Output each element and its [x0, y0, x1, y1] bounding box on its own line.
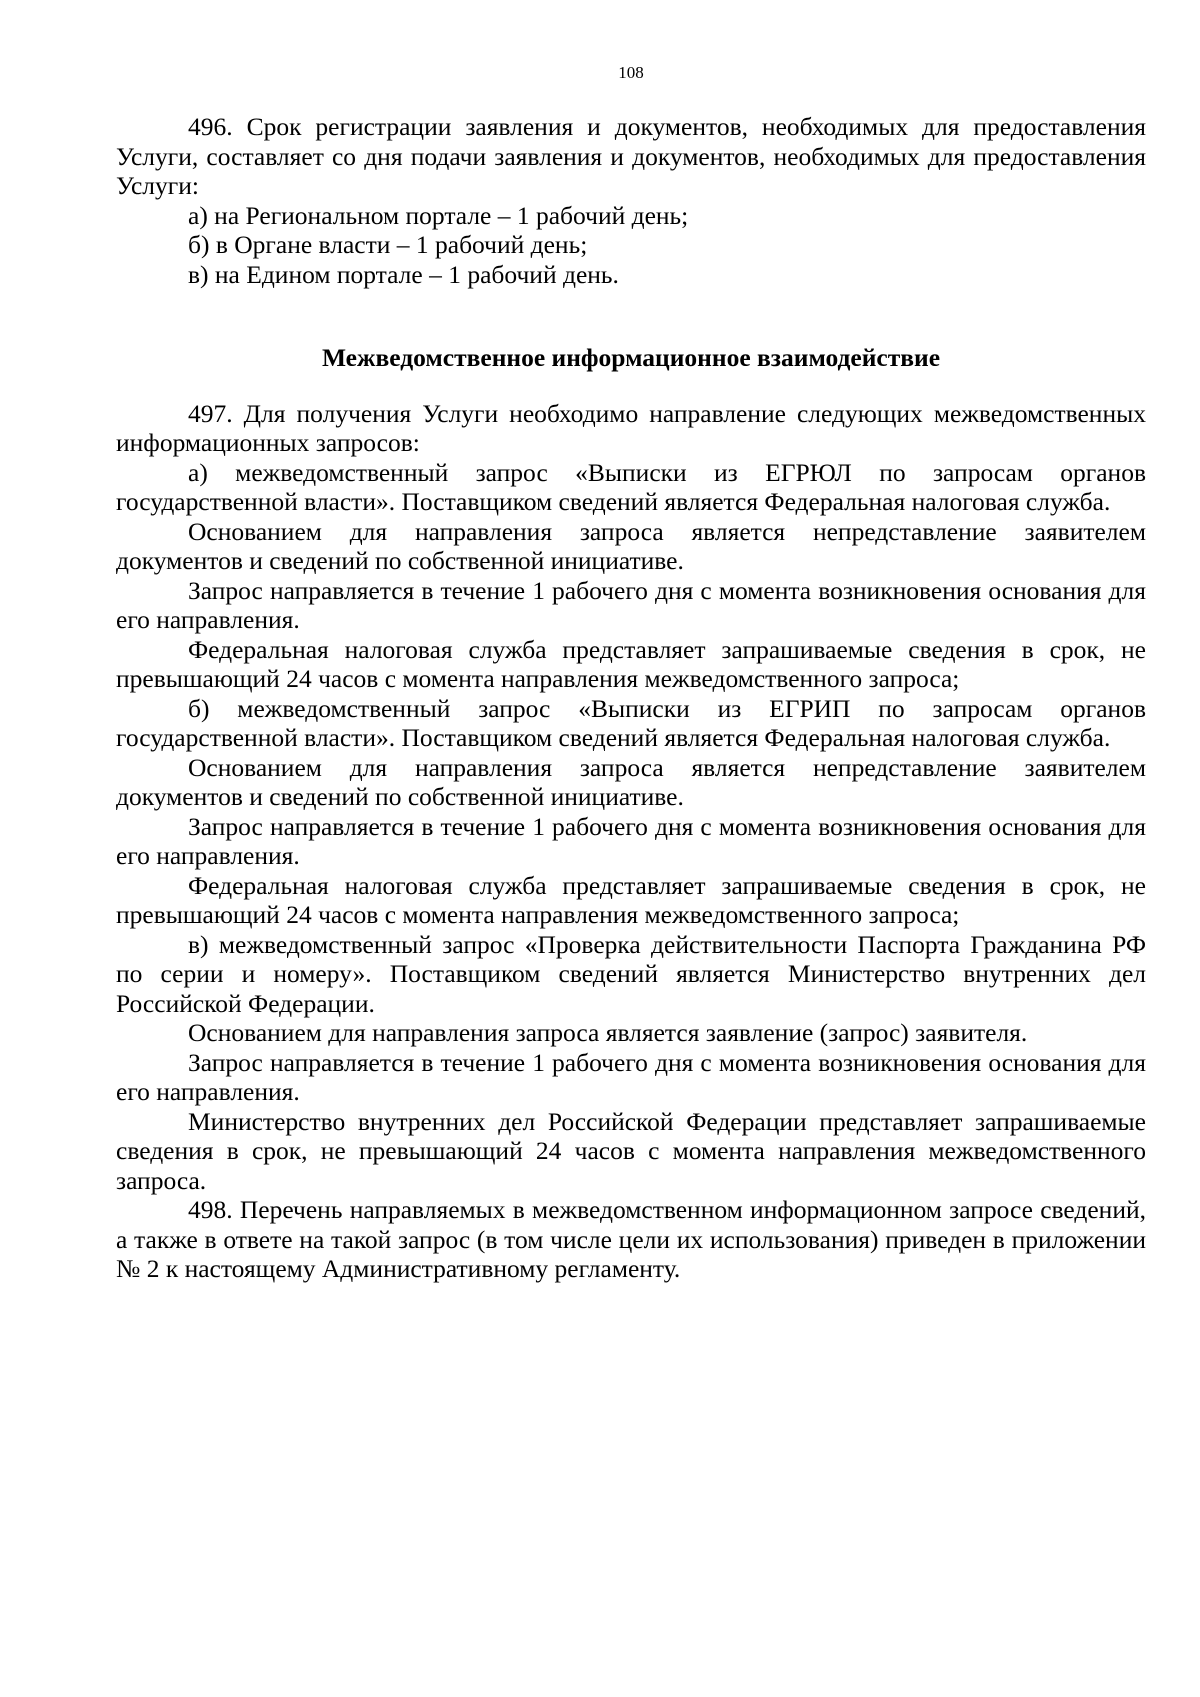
paragraph-497-b-request: б) межведомственный запрос «Выписки из ЕГРИП по запросам органов государственной власти». Поставщиком сведений является Федеральная налоговая служба.	[116, 693, 1146, 752]
paragraph-497-intro: 497. Для получения Услуги необходимо направление следующих межведомственных информационных запросов:	[116, 398, 1146, 457]
paragraph-497-c-timing: Запрос направляется в течение 1 рабочего дня с момента возникновения основания для его направления.	[116, 1047, 1146, 1106]
paragraph-497-a-request: а) межведомственный запрос «Выписки из ЕГРЮЛ по запросам органов государственной власти». Поставщиком сведений является Федеральная налоговая служба.	[116, 457, 1146, 516]
list-item: б) в Органе власти – 1 рабочий день;	[188, 230, 588, 259]
paragraph-497-c-basis: Основанием для направления запроса является заявление (запрос) заявителя.	[188, 1018, 1028, 1047]
paragraph-497-b-timing: Запрос направляется в течение 1 рабочего дня с момента возникновения основания для его направления.	[116, 811, 1146, 870]
paragraph-497-a-timing: Запрос направляется в течение 1 рабочего дня с момента возникновения основания для его направления.	[116, 575, 1146, 634]
paragraph-498: 498. Перечень направляемых в межведомственном информационном запросе сведений, а также в ответе на такой запрос (в том числе цели их использования) приведен в приложении № 2 к настоящему Административному регламенту.	[116, 1195, 1146, 1283]
paragraph-497-c-request: в) межведомственный запрос «Проверка действительности Паспорта Гражданина РФ по серии и номеру». Поставщиком сведений является Министерство внутренних дел Российской Федерации.	[116, 929, 1146, 1018]
section-heading: Межведомственное информационное взаимодействие	[321, 343, 941, 372]
paragraph-497-b-basis: Основанием для направления запроса является непредставление заявителем документов и сведений по собственной инициативе.	[116, 752, 1146, 811]
paragraph-497-a-basis: Основанием для направления запроса является непредставление заявителем документов и сведений по собственной инициативе.	[116, 516, 1146, 575]
list-item: в) на Едином портале – 1 рабочий день.	[188, 259, 619, 289]
paragraph-497-b-response: Федеральная налоговая служба представляет запрашиваемые сведения в срок, не превышающий 24 часов с момента направления межведомственного запроса;	[116, 870, 1146, 929]
paragraph-496-intro: 496. Срок регистрации заявления и документов, необходимых для предоставления Услуги, составляет со дня подачи заявления и документов, необходимых для предоставления Услуги:	[116, 112, 1146, 200]
document-page	[116, 62, 1146, 1284]
paragraph-497-a-response: Федеральная налоговая служба представляет запрашиваемые сведения в срок, не превышающий 24 часов с момента направления межведомственного запроса;	[116, 634, 1146, 693]
page-number: 108	[618, 63, 644, 82]
list-item: а) на Региональном портале – 1 рабочий день;	[188, 200, 689, 230]
paragraph-497-c-response: Министерство внутренних дел Российской Федерации представляет запрашиваемые сведения в срок, не превышающий 24 часов с момента направления межведомственного запроса.	[116, 1106, 1146, 1195]
